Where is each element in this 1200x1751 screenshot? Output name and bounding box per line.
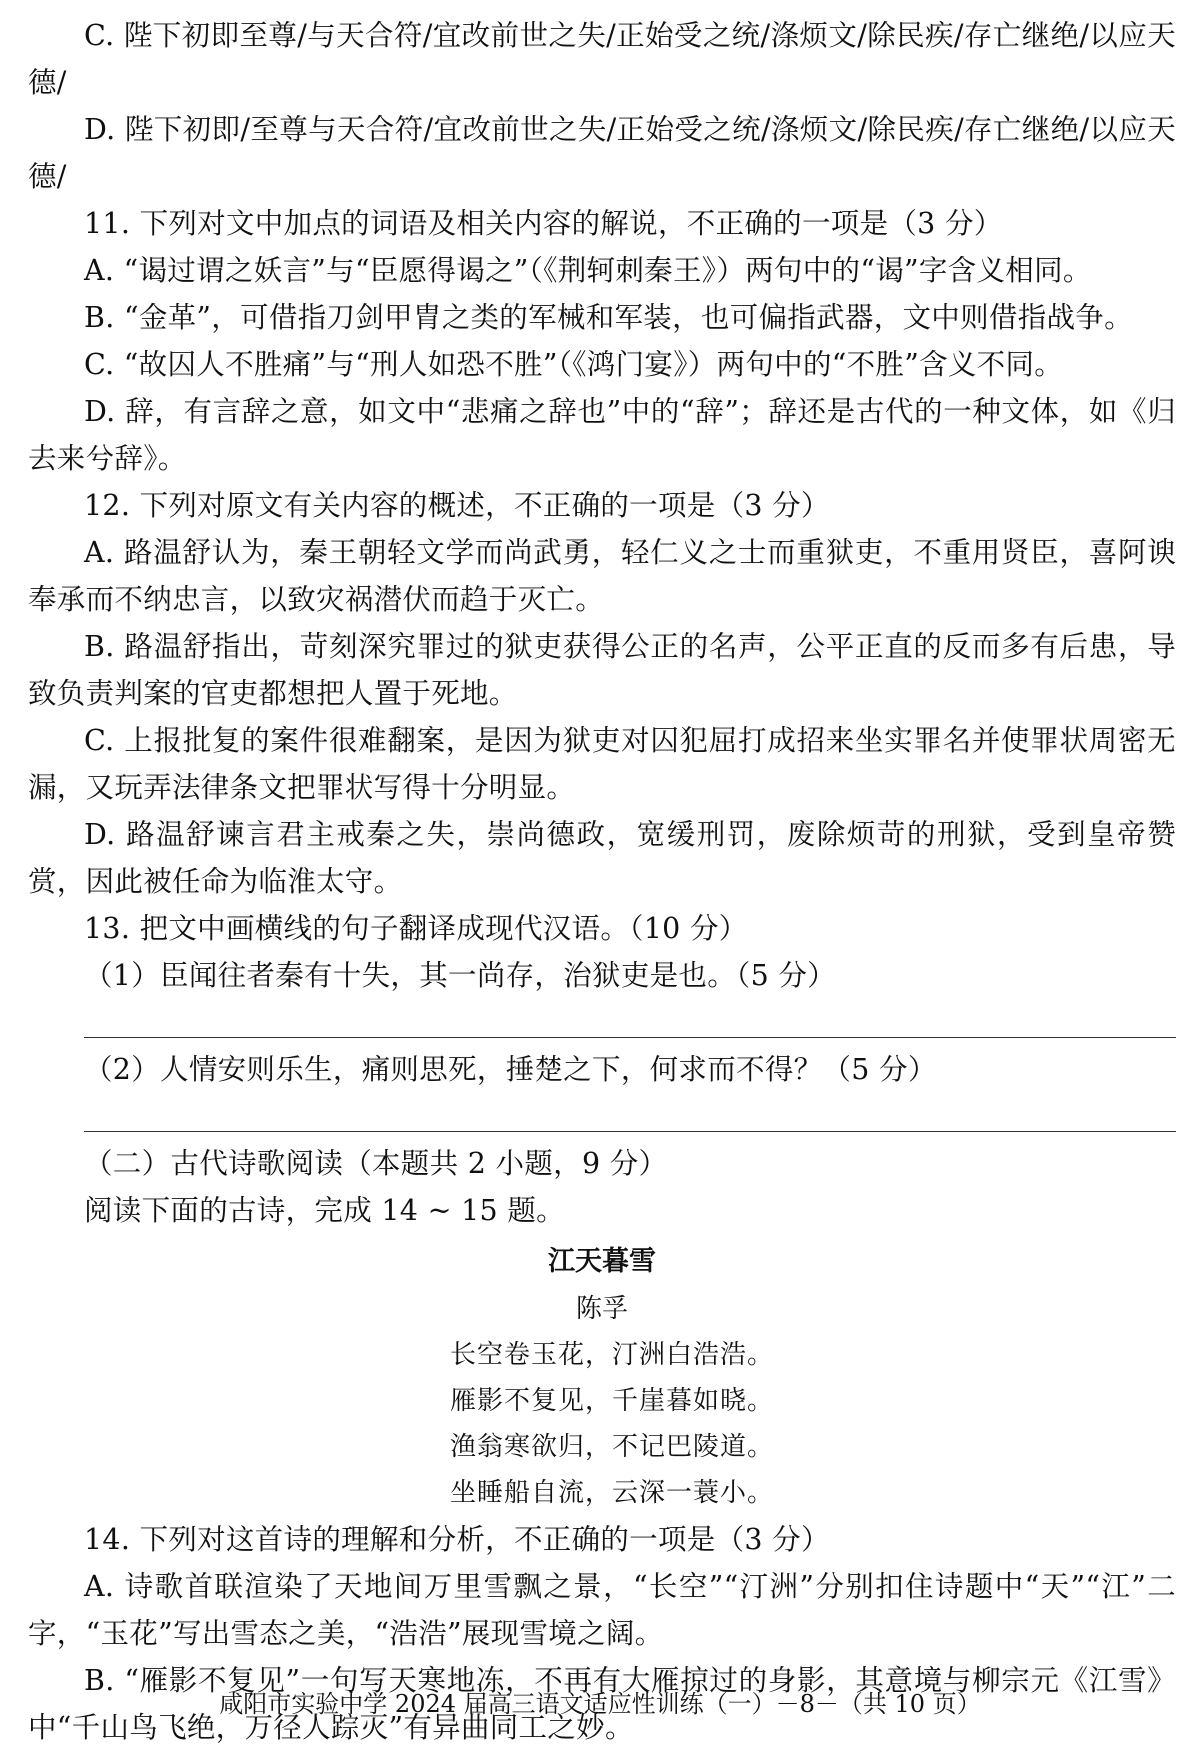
q14-stem: 14. 下列对这首诗的理解和分析，不正确的一项是（3 分）: [84, 1523, 830, 1556]
q10-option-c: C. 陛下初即至尊/与天合符/宜改前世之失/正始受之统/涤烦文/除民疾/存亡继绝/以应天德/: [28, 19, 1176, 99]
q13-sub1: （1）臣闻往者秦有十失，其一尚存，治狱吏是也。（5 分）: [84, 959, 836, 992]
q11-option-b: B. “金革”，可借指刀剑甲胄之类的军械和军装，也可偏指武器，文中则借指战争。: [84, 301, 1133, 334]
q12-option-b: B. 路温舒指出，苛刻深究罪过的狱吏获得公正的名声，公平正直的反而多有后患，导致负责判案的官吏都想把人置于死地。: [28, 630, 1176, 710]
q13-stem: 13. 把文中画横线的句子翻译成现代汉语。（10 分）: [84, 912, 748, 945]
q13-sub2: （2）人情安则乐生，痛则思死，捶楚之下，何求而不得？（5 分）: [84, 1053, 937, 1086]
q11-option-a: A. “谒过谓之妖言”与“臣愿得谒之”（《荆轲刺秦王》）两句中的“谒”字含义相同。: [84, 254, 1092, 287]
section-instruction: 阅读下面的古诗，完成 14 ~ 15 题。: [84, 1194, 565, 1227]
q12-option-a: A. 路温舒认为，秦王朝轻文学而尚武勇，轻仁义之士而重狱吏，不重用贤臣，喜阿谀奉承而不纳忠言，以致灾祸潜伏而趋于灭亡。: [28, 536, 1176, 616]
spacer: [28, 999, 1176, 1037]
section-heading: （二）古代诗歌阅读（本题共 2 小题，9 分）: [84, 1147, 668, 1180]
poem-author: 陈孚: [575, 1294, 628, 1324]
page-footer: 咸阳市实验中学 2024 届高三语文适应性训练（一）－8－（共 10 页）: [219, 1690, 981, 1718]
q14-option-a: A. 诗歌首联渲染了天地间万里雪飘之景，“长空”“汀洲”分别扣住诗题中“天”“江”二字，“玉花”写出雪态之美，“浩浩”展现雪境之阔。: [28, 1570, 1176, 1650]
poem-line: 渔翁寒欲归，不记巴陵道。: [450, 1432, 775, 1462]
q12-option-d: D. 路温舒谏言君主戒秦之失，崇尚德政，宽缓刑罚，废除烦苛的刑狱，受到皇帝赞赏，因此被任命为临淮太守。: [28, 818, 1176, 898]
spacer: [28, 1038, 1176, 1046]
q10-option-d: D. 陛下初即/至尊与天合符/宜改前世之失/正始受之统/涤烦文/除民疾/存亡继绝/以应天德/: [28, 113, 1176, 193]
spacer: [28, 1093, 1176, 1131]
q12-option-c: C. 上报批复的案件很难翻案，是因为狱吏对囚犯屈打成招来坐实罪名并使罪状周密无漏，又玩弄法律条文把罪状写得十分明显。: [28, 724, 1176, 804]
poem-line: 雁影不复见，千崖暮如晓。: [450, 1386, 775, 1416]
spacer: [28, 1132, 1176, 1140]
poem-line: 坐睡船自流，云深一蓑小。: [450, 1478, 775, 1508]
q11-option-c: C. “故囚人不胜痛”与“刑人如恐不胜”（《鸿门宴》）两句中的“不胜”含义不同。: [84, 348, 1064, 381]
q11-option-d: D. 辞，有言辞之意，如文中“悲痛之辞也”中的“辞”；辞还是古代的一种文体，如《归去来兮辞》。: [28, 395, 1176, 475]
q14-option-b: B. “雁影不复见”一句写天寒地冻，不再有大雁掠过的身影，其意境与柳宗元《江雪》中“千山鸟飞绝，万径人踪灭”有异曲同工之妙。: [28, 1664, 1176, 1744]
poem-title: 江天暮雪: [548, 1246, 656, 1277]
exam-page: [28, 12, 1176, 1751]
poem-line: 长空卷玉花，汀洲白浩浩。: [450, 1340, 775, 1370]
q12-stem: 12. 下列对原文有关内容的概述，不正确的一项是（3 分）: [84, 489, 830, 522]
q11-stem: 11. 下列对文中加点的词语及相关内容的解说，不正确的一项是（3 分）: [84, 207, 1003, 240]
